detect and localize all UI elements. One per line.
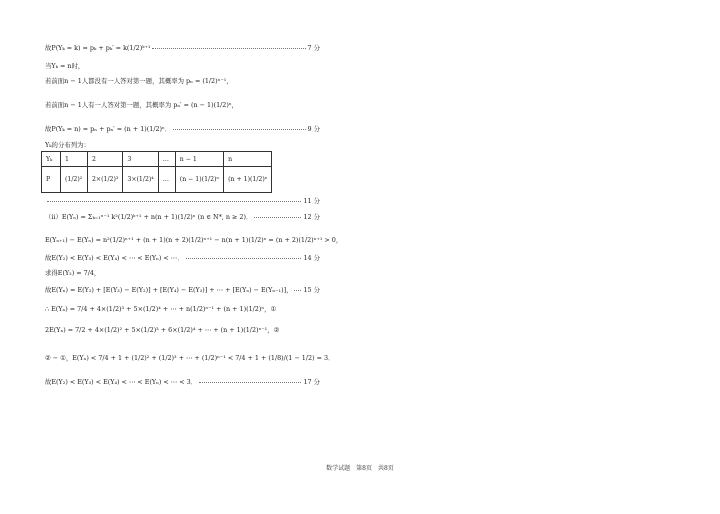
table-cell: 2×(1/2)³: [88, 167, 123, 193]
score-mark: 7 分: [307, 44, 320, 52]
line-equation-1: [45, 305, 320, 314]
line-text: 故P(Yₖ = k) = pₖ + pₖ′ = k(1/2)ᵏ⁺¹: [45, 44, 151, 52]
table-cell: n − 1: [175, 152, 223, 167]
line-text: E(Yₙ₊₁) − E(Yₙ) = n²(1/2)ⁿ⁺¹ + (n + 1)(n + 2)(1/2)ⁿ⁺¹ − n(n + 1)(1/2)ⁿ = (n + 2)(1/2)ⁿ⁺¹ > 0，: [45, 236, 343, 244]
page-footer: 数学试题 第8页 共8页: [326, 465, 394, 472]
dot-leader: [254, 217, 301, 218]
dot-leader: [152, 48, 305, 49]
table-cell: 3×(1/2)⁴: [123, 167, 158, 193]
line-text: 2E(Yₙ) = 7/2 + 4×(1/2)² + 5×(1/2)³ + 6×(1/2)⁴ + ⋯ + (n + 1)(1/2)ⁿ⁻¹，②: [45, 326, 280, 334]
score-mark: 15 分: [303, 286, 320, 294]
table-row: [42, 167, 272, 193]
table-cell: …: [158, 167, 175, 193]
distribution-table: [41, 151, 272, 193]
line-telescoping: [45, 286, 320, 295]
line-text: Yₖ的分布列为：: [45, 141, 90, 149]
table-cell: (n + 1)(1/2)ⁿ: [224, 167, 272, 193]
line-text: （ii）E(Yₙ) = Σₖ₌₁ⁿ⁻¹ k²(1/2)ᵏ⁺¹ + n(n + 1)(1/2)ⁿ (n ∈ N*, n ≥ 2)．: [45, 213, 253, 221]
score-mark: 9 分: [307, 125, 320, 133]
table-cell: 3: [123, 152, 158, 167]
line-text: 若前面n − 1人有一人答对第一题，其概率为 pₙ′ = (n − 1)(1/2)ⁿ，: [45, 101, 239, 109]
line-prob-n: [45, 125, 320, 134]
line-expectation: [45, 213, 320, 222]
line-none-correct: [45, 77, 320, 86]
line-score-11: [45, 197, 320, 206]
line-text: 故E(Yₙ) = E(Y₂) + [E(Y₃) − E(Y₂)] + [E(Y₄) − E(Y₃)] + ⋯ + [E(Yₙ) − E(Yₙ₋₁)]，: [45, 286, 293, 294]
line-subtract: [45, 354, 335, 363]
line-text: 当Yₖ = n时，: [45, 62, 85, 70]
dot-leader: [294, 290, 301, 291]
line-text: 求得E(Y₂) = 7/4，: [45, 269, 101, 277]
dot-leader: [186, 258, 302, 259]
line-text: 故E(Y₂) < E(Y₃) < E(Y₄) < ⋯ < E(Yₙ) < ⋯ < 3．: [45, 378, 198, 386]
dot-leader: [47, 201, 301, 202]
table-cell: n: [224, 152, 272, 167]
line-prob-k: [45, 44, 320, 53]
table-cell: P: [42, 167, 61, 193]
line-conclusion: [45, 378, 320, 387]
score-mark: 14 分: [303, 254, 320, 262]
line-text: 若前面n − 1人都没有一人答对第一题，其概率为 pₙ = (1/2)ⁿ⁻¹，: [45, 77, 233, 85]
line-text: ∴ E(Yₙ) = 7/4 + 4×(1/2)³ + 5×(1/2)⁴ + ⋯ + n(1/2)ⁿ⁻¹ + (n + 1)(1/2)ⁿ，①: [45, 305, 277, 313]
line-distribution-intro: [45, 141, 320, 150]
line-one-correct: [45, 101, 320, 110]
line-e-y2: [45, 269, 320, 278]
dot-leader: [173, 129, 305, 130]
line-equation-2: [45, 326, 320, 335]
score-mark: 12 分: [303, 213, 320, 221]
line-difference: [45, 236, 343, 245]
line-text: 故P(Yₖ = n) = pₙ + pₙ′ = (n + 1)(1/2)ⁿ．: [45, 125, 172, 133]
line-text: ② − ①，E(Yₙ) < 7/4 + 1 + (1/2)² + (1/2)³ + ⋯ + (1/2)ⁿ⁻¹ < 7/4 + 1 + (1/8)/(1 − 1/2) = 3．: [45, 354, 335, 362]
table-row: [42, 152, 272, 167]
table-cell: Yₖ: [42, 152, 61, 167]
line-increasing: [45, 254, 320, 263]
table-cell: (1/2)²: [61, 167, 88, 193]
table-cell: 2: [88, 152, 123, 167]
line-case-n: [45, 62, 320, 71]
score-mark: 11 分: [303, 197, 320, 205]
dot-leader: [199, 382, 301, 383]
line-text: 故E(Y₂) < E(Y₃) < E(Y₄) < ⋯ < E(Yₙ) < ⋯．: [45, 254, 184, 262]
score-mark: 17 分: [303, 378, 320, 386]
table-cell: (n − 1)(1/2)ⁿ: [175, 167, 223, 193]
table-cell: 1: [61, 152, 88, 167]
table-cell: …: [158, 152, 175, 167]
